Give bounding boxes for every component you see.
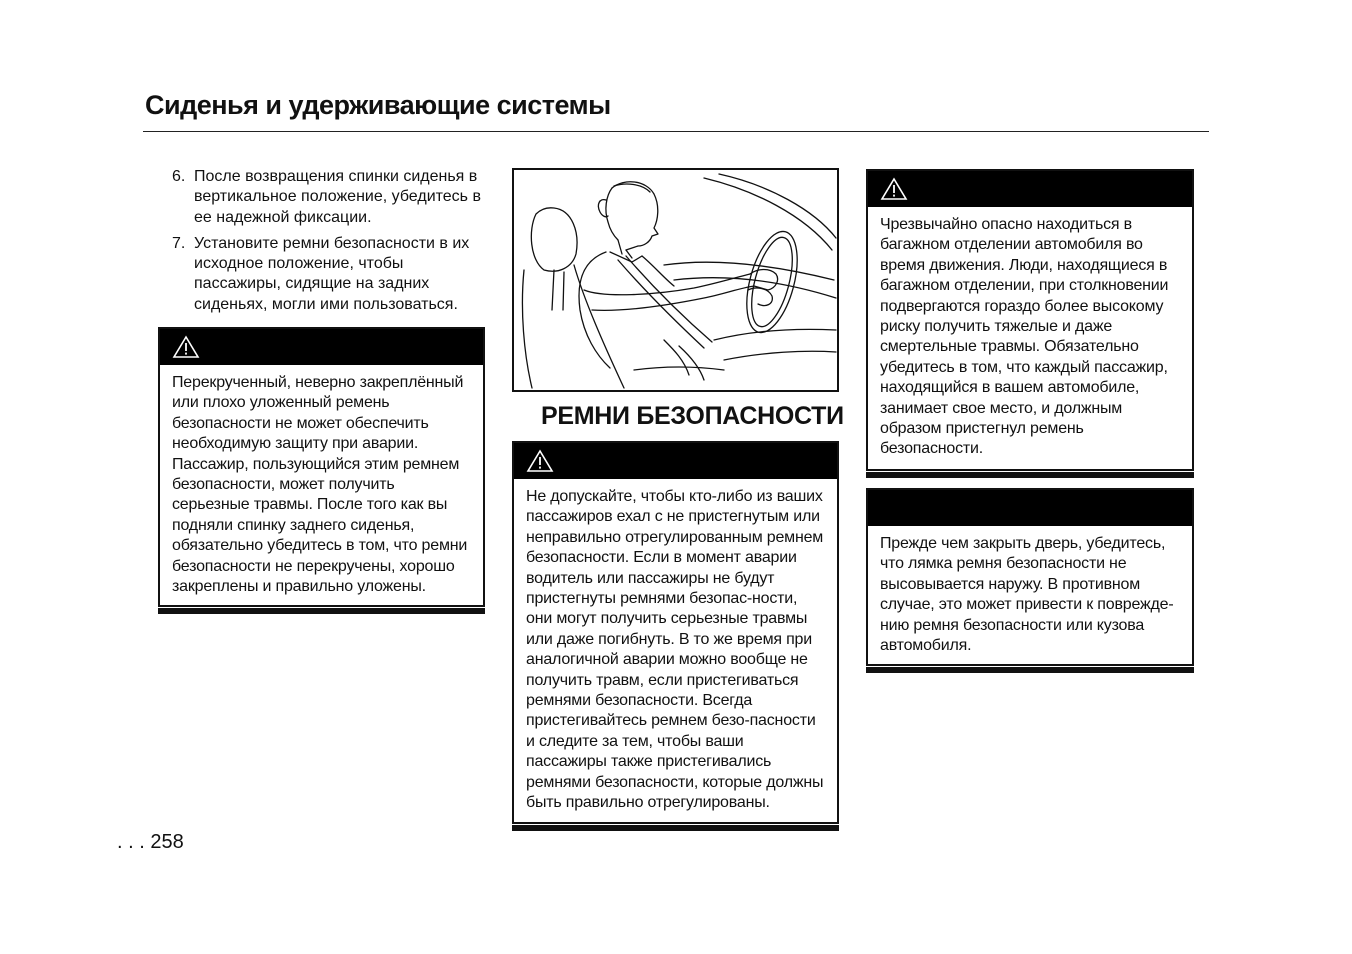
- warning-box-middle: [512, 441, 839, 824]
- list-item: [172, 234, 490, 315]
- step-text: После возвращения спинки сиденья в вертикальное положение, убедитесь в ее надежной фиксации.: [194, 168, 481, 226]
- warning-triangle-icon: [880, 177, 908, 201]
- warning-triangle-icon: [526, 449, 554, 473]
- section-heading: РЕМНИ БЕЗОПАСНОСТИ: [541, 402, 844, 430]
- warning-text: Не допускайте, чтобы кто-либо из ваших пассажиров ехал с не пристегнутым или неправильно отрегулированным ремнем безопасности. Если в момент аварии водитель или пассажиры не будут пристегнуты ремнями безопас-ности, они могут получить серьезные травмы или даже погибнуть. В то же время при аналогичной аварии можно вообще не получить травм, если пристегиваться ремнями безопасности. Всегда пристегивайтесь ремнем безо-пасности и следите за тем, чтобы ваши пассажиры также пристегивались ремнями безопасности, которые должны быть правильно отрегулированы.: [526, 488, 824, 812]
- driver-seatbelt-illustration: [512, 168, 839, 392]
- warning-text: Чрезвычайно опасно находиться в багажном отделении автомобиля во время движения. Люди, находящиеся в багажном отделении, при столкновении подвергаются гораздо более высокому риску получить тяжелые и даже смертельные травмы. Обязательно убедитесь в том, что каждый пассажир, находящийся в вашем автомобиле, занимает свое место, и должным образом пристегнул ремень безопасности.: [880, 216, 1169, 458]
- page-number: . . . 258: [117, 831, 184, 853]
- step-number: 7.: [172, 234, 186, 252]
- title-divider: [143, 131, 1209, 132]
- driver-illustration-icon: [514, 170, 837, 390]
- notice-box-right-bottom: [866, 488, 1194, 666]
- steps-list: [172, 167, 490, 321]
- notice-text: Прежде чем закрыть дверь, убедитесь, что лямка ремня безопасности не высовывается наружу. В противном случае, это может привести к поврежде-нию ремня безопасности или кузова автомобиля.: [880, 535, 1174, 655]
- warning-box-right-top: [866, 169, 1194, 471]
- notice-header: [868, 490, 1192, 526]
- list-item: [172, 167, 490, 228]
- warning-text: Перекрученный, неверно закреплённый или плохо уложенный ремень безопасности не может обеспечить необходимую защиту при аварии. Пассажир, пользующийся этим ремнем безопасности, может получить серьезные травмы. После того как вы подняли спинку заднего сиденья, обязательно убедитесь в том, что ремни безопасности не перекручены, хорошо закреплены и правильно уложены.: [172, 374, 468, 596]
- warning-header: [514, 443, 837, 479]
- page-title: Сиденья и удерживающие системы: [145, 90, 611, 120]
- step-text: Установите ремни безопасности в их исходное положение, чтобы пассажиры, сидящие на задних сиденьях, могли ими пользоваться.: [194, 234, 470, 313]
- warning-header: [868, 171, 1192, 207]
- step-number: 6.: [172, 168, 186, 185]
- warning-triangle-icon: [172, 335, 200, 359]
- warning-box-left: [158, 327, 485, 607]
- warning-header: [160, 329, 483, 365]
